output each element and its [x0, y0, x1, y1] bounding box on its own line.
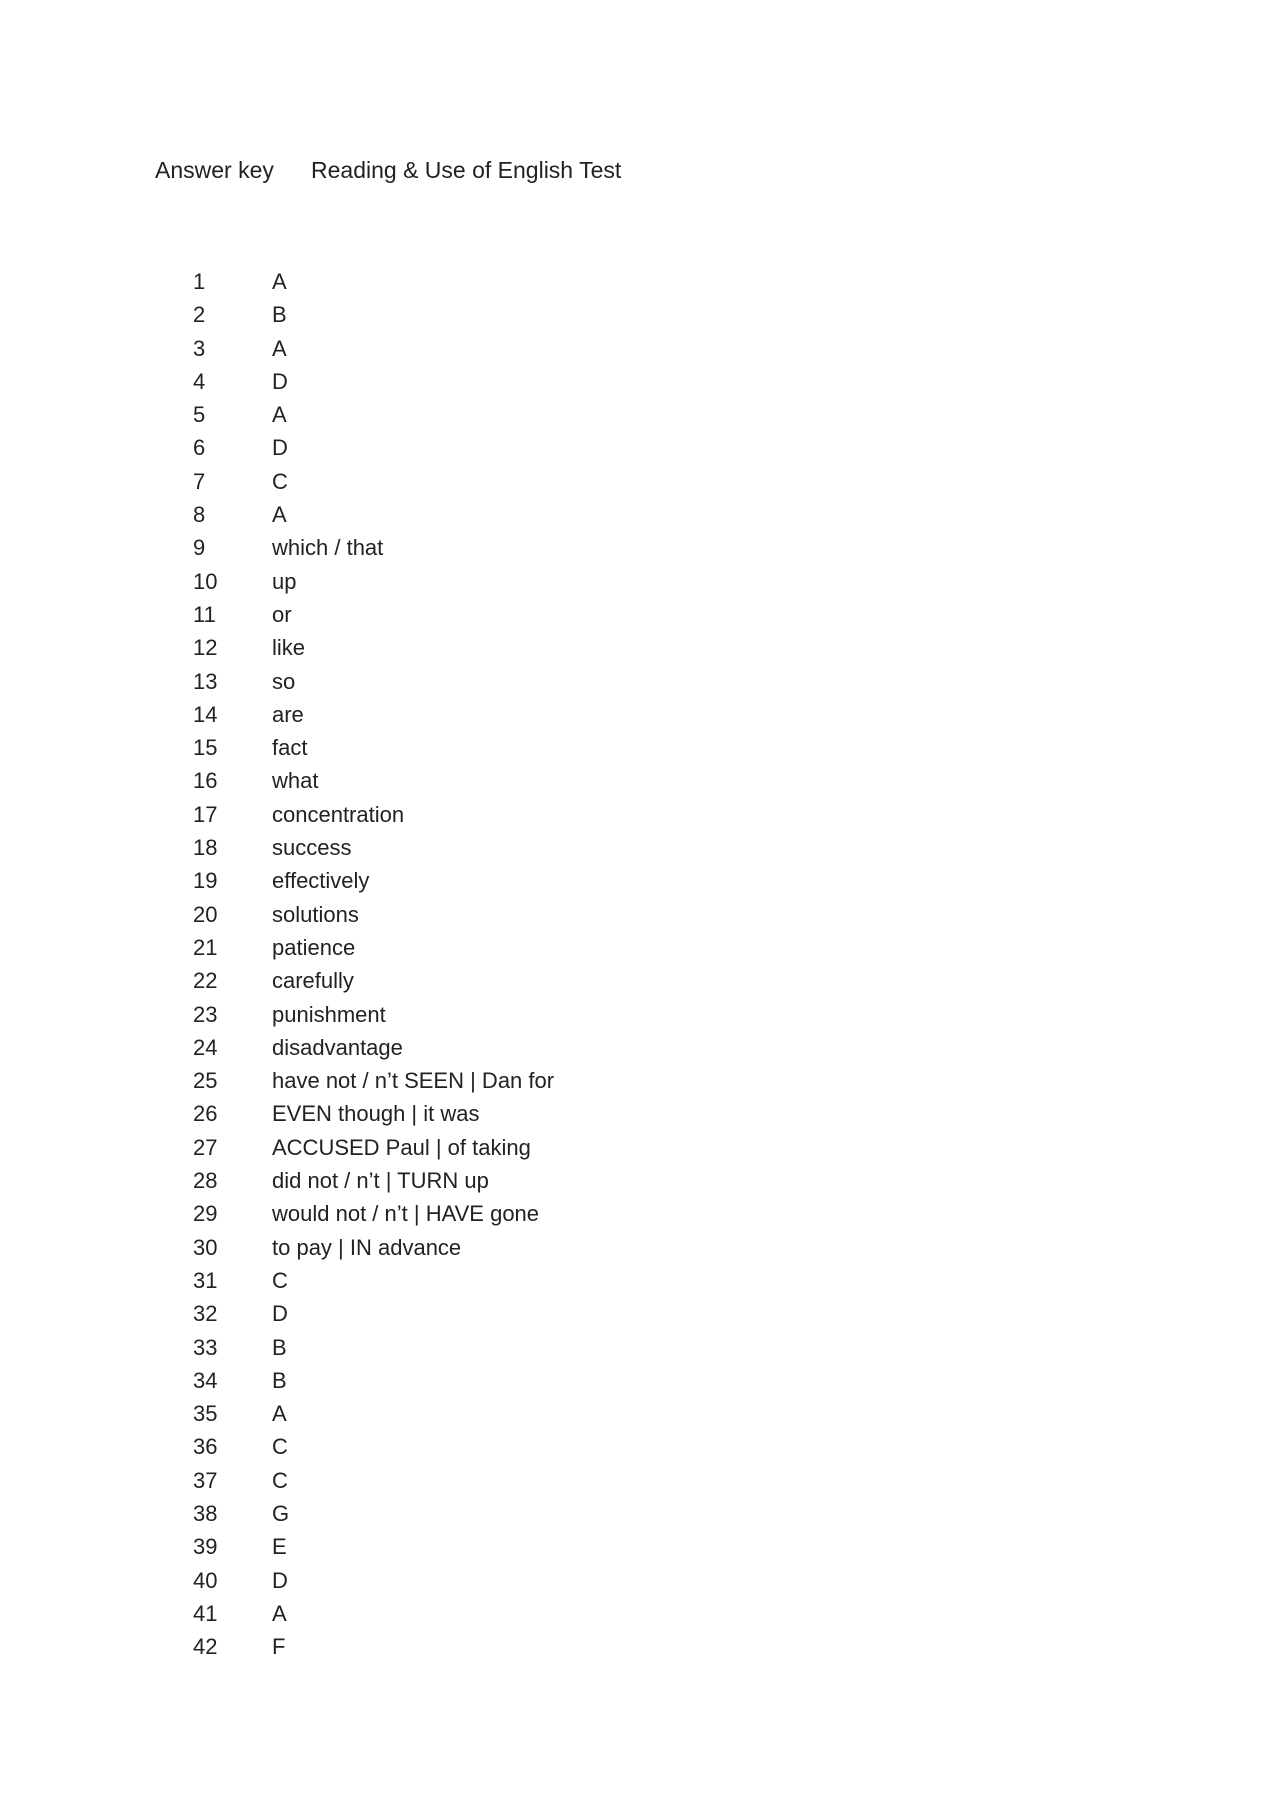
question-number: 39 — [193, 1534, 218, 1560]
question-number: 22 — [193, 968, 218, 994]
answer-row — [193, 1164, 554, 1197]
answer-text: A — [272, 502, 287, 528]
answer-text: concentration — [272, 801, 405, 827]
question-number: 37 — [193, 1467, 218, 1493]
answer-text: C — [272, 1467, 288, 1493]
question-number: 27 — [193, 1134, 218, 1160]
answer-text: B — [272, 1334, 287, 1360]
answer-text: ACCUSED Paul | of taking — [272, 1134, 531, 1160]
answer-text: C — [272, 468, 288, 494]
question-number: 41 — [193, 1600, 218, 1626]
question-number: 6 — [193, 435, 206, 461]
answer-row — [193, 1397, 554, 1430]
answer-text: D — [272, 1567, 288, 1593]
answer-row — [193, 1297, 554, 1330]
answer-text: punishment — [272, 1001, 386, 1027]
answer-text: what — [272, 768, 319, 794]
answer-row — [193, 1430, 554, 1463]
answer-row — [193, 1031, 554, 1064]
question-number: 2 — [193, 302, 206, 328]
answer-row — [193, 665, 554, 698]
answer-row — [193, 565, 554, 598]
answer-row — [193, 1131, 554, 1164]
answer-text: would not / n’t | HAVE gone — [272, 1201, 540, 1227]
answer-row — [193, 298, 554, 331]
answer-row — [193, 398, 554, 431]
question-number: 25 — [193, 1068, 218, 1094]
answer-text: effectively — [272, 868, 370, 894]
answer-row — [193, 731, 554, 764]
answer-row — [193, 431, 554, 464]
answer-row — [193, 1530, 554, 1563]
answer-row — [193, 764, 554, 797]
answer-text: so — [272, 668, 296, 694]
question-number: 3 — [193, 335, 206, 361]
answer-text: or — [272, 601, 292, 627]
answer-row — [193, 1097, 554, 1130]
answer-text: C — [272, 1267, 288, 1293]
answer-text: G — [272, 1500, 290, 1526]
question-number: 34 — [193, 1367, 218, 1393]
answer-row — [193, 798, 554, 831]
question-number: 28 — [193, 1168, 218, 1194]
answer-row — [193, 1264, 554, 1297]
question-number: 17 — [193, 801, 218, 827]
answer-text: D — [272, 368, 288, 394]
question-number: 12 — [193, 635, 218, 661]
answer-row — [193, 465, 554, 498]
answer-text: fact — [272, 735, 308, 761]
answer-list — [193, 265, 554, 1663]
answer-row — [193, 531, 554, 564]
question-number: 16 — [193, 768, 218, 794]
question-number: 33 — [193, 1334, 218, 1360]
question-number: 4 — [193, 368, 206, 394]
answer-text: carefully — [272, 968, 354, 994]
question-number: 42 — [193, 1634, 218, 1660]
question-number: 20 — [193, 901, 218, 927]
answer-row — [193, 831, 554, 864]
answer-row — [193, 1630, 554, 1663]
question-number: 9 — [193, 535, 206, 561]
question-number: 10 — [193, 568, 218, 594]
question-number: 7 — [193, 468, 206, 494]
question-number: 21 — [193, 934, 218, 960]
question-number: 35 — [193, 1401, 218, 1427]
answer-text: F — [272, 1634, 286, 1660]
answer-text: patience — [272, 934, 356, 960]
answer-text: like — [272, 635, 306, 661]
question-number: 30 — [193, 1234, 218, 1260]
answer-row — [193, 1197, 554, 1230]
answer-text: success — [272, 835, 352, 861]
answer-text: A — [272, 1600, 287, 1626]
answer-row — [193, 864, 554, 897]
answer-text: C — [272, 1434, 288, 1460]
answer-row — [193, 1497, 554, 1530]
test-title: Reading & Use of English Test — [311, 157, 622, 183]
question-number: 23 — [193, 1001, 218, 1027]
question-number: 32 — [193, 1301, 218, 1327]
question-number: 36 — [193, 1434, 218, 1460]
answer-text: to pay | IN advance — [272, 1234, 462, 1260]
answer-text: B — [272, 1367, 287, 1393]
answer-row — [193, 898, 554, 931]
answer-text: D — [272, 1301, 288, 1327]
answer-text: A — [272, 269, 287, 294]
answer-row — [193, 1597, 554, 1630]
answer-row — [193, 598, 554, 631]
answer-row — [193, 1364, 554, 1397]
question-number: 8 — [193, 502, 206, 528]
answer-text: up — [272, 568, 297, 594]
answer-text: D — [272, 435, 288, 461]
question-number: 15 — [193, 735, 218, 761]
answer-row — [193, 698, 554, 731]
question-number: 14 — [193, 701, 218, 727]
answer-row — [193, 1564, 554, 1597]
question-number: 1 — [193, 269, 206, 294]
answer-text: A — [272, 1401, 287, 1427]
question-number: 24 — [193, 1034, 218, 1060]
document-header — [155, 155, 621, 185]
answer-text: have not / n’t SEEN | Dan for — [272, 1068, 555, 1094]
question-number: 13 — [193, 668, 218, 694]
answer-row — [193, 265, 554, 298]
answer-text: disadvantage — [272, 1034, 403, 1060]
question-number: 38 — [193, 1500, 218, 1526]
answer-row — [193, 998, 554, 1031]
answer-text: did not / n’t | TURN up — [272, 1168, 489, 1194]
question-number: 11 — [193, 601, 216, 627]
question-number: 18 — [193, 835, 218, 861]
answer-text: are — [272, 701, 304, 727]
answer-text: E — [272, 1534, 287, 1560]
answer-text: A — [272, 402, 287, 428]
answer-row — [193, 1464, 554, 1497]
question-number: 29 — [193, 1201, 218, 1227]
question-number: 40 — [193, 1567, 218, 1593]
answer-key-label: Answer key — [155, 157, 274, 183]
answer-row — [193, 1331, 554, 1364]
answer-row — [193, 1231, 554, 1264]
answer-row — [193, 631, 554, 664]
question-number: 26 — [193, 1101, 218, 1127]
answer-row — [193, 332, 554, 365]
answer-row — [193, 365, 554, 398]
question-number: 31 — [193, 1267, 218, 1293]
answer-text: solutions — [272, 901, 359, 927]
answer-row — [193, 931, 554, 964]
answer-text: B — [272, 302, 287, 328]
question-number: 19 — [193, 868, 218, 894]
answer-text: A — [272, 335, 287, 361]
answer-row — [193, 1064, 554, 1097]
answer-text: which / that — [272, 535, 384, 561]
answer-row — [193, 498, 554, 531]
question-number: 5 — [193, 402, 206, 428]
answer-row — [193, 964, 554, 997]
answer-text: EVEN though | it was — [272, 1101, 480, 1127]
